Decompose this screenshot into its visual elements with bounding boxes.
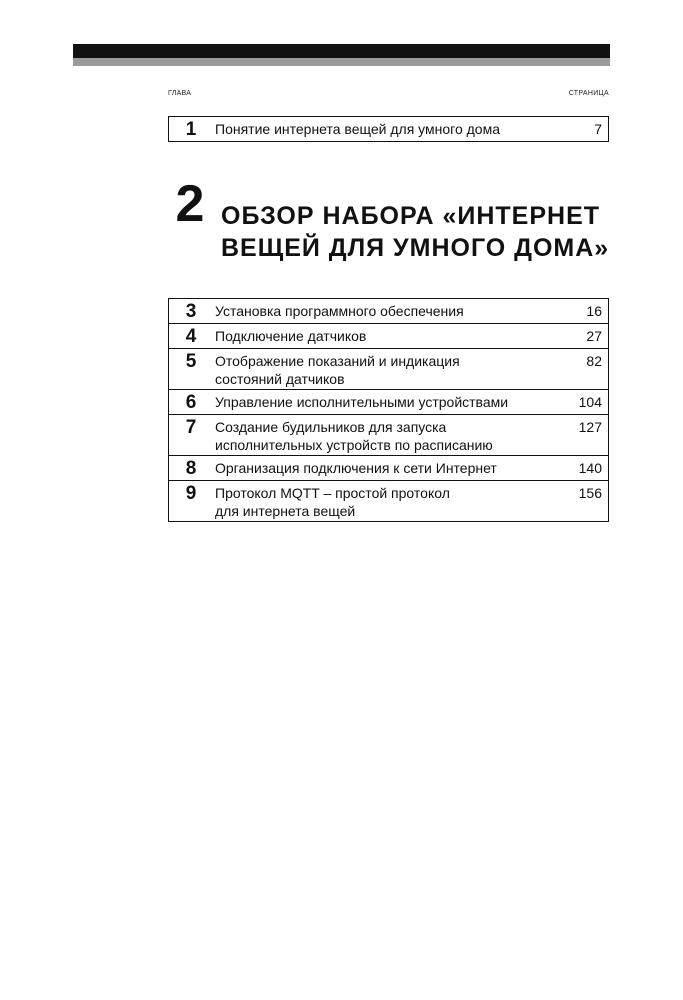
chapter-page: 104 xyxy=(578,394,602,410)
chapter-number: 1 xyxy=(185,119,197,140)
chapter-page: 27 xyxy=(586,328,602,344)
chapter-page: 140 xyxy=(578,460,602,476)
chapter-number: 6 xyxy=(185,392,197,413)
chapter-title xyxy=(213,299,560,321)
toc-row-chapter-1[interactable] xyxy=(169,117,608,141)
chapter-title xyxy=(213,390,560,412)
toc-row-chapter-8[interactable] xyxy=(169,456,608,481)
toc-row-chapter-6[interactable] xyxy=(169,390,608,415)
toc-row-chapter-5[interactable] xyxy=(169,349,608,390)
current-chapter-title-line-1: ОБЗОР НАБОРА «ИНТЕРНЕТ xyxy=(221,202,601,230)
chapter-title-line-1: Отображение показаний и индикация xyxy=(215,353,460,369)
current-chapter-heading xyxy=(168,176,609,266)
chapter-title-line-1: Установка программного обеспечения xyxy=(215,303,464,319)
chapter-title-line-1: Подключение датчиков xyxy=(215,328,367,344)
chapter-number: 9 xyxy=(185,483,197,504)
toc-table-before xyxy=(168,116,609,142)
chapter-page: 82 xyxy=(586,353,602,369)
chapter-title: Понятие интернета вещей для умного дома xyxy=(215,121,500,137)
chapter-title xyxy=(213,349,560,389)
chapter-number: 5 xyxy=(185,351,197,372)
chapter-title-line-2: состояний датчиков xyxy=(215,371,345,387)
chapter-number: 4 xyxy=(185,326,197,347)
chapter-page: 156 xyxy=(578,485,602,501)
chapter-page: 127 xyxy=(578,419,602,435)
chapter-title xyxy=(213,415,560,455)
chapter-column-label: ГЛАВА xyxy=(168,90,192,97)
chapter-title-line-1: Протокол MQTT – простой протокол xyxy=(215,485,450,501)
header-bar-gray xyxy=(73,58,610,66)
toc-row-chapter-9[interactable] xyxy=(169,481,608,521)
chapter-title-line-1: Создание будильников для запуска xyxy=(215,419,447,435)
chapter-page: 16 xyxy=(586,303,602,319)
toc-row-chapter-7[interactable] xyxy=(169,415,608,456)
toc-table-after xyxy=(168,298,609,522)
current-chapter-title xyxy=(221,200,621,264)
chapter-page: 7 xyxy=(594,121,602,137)
chapter-number: 3 xyxy=(185,301,197,322)
page-column-label: СТРАНИЦА xyxy=(568,90,609,97)
chapter-title xyxy=(213,324,560,346)
chapter-title xyxy=(213,456,560,478)
chapter-title-line-2: исполнительных устройств по расписанию xyxy=(215,437,493,453)
header-bar-black xyxy=(73,44,610,58)
chapter-title-line-1: Организация подключения к сети Интернет xyxy=(215,460,497,476)
chapter-title xyxy=(213,481,560,521)
chapter-number: 8 xyxy=(185,458,197,479)
chapter-number: 7 xyxy=(185,417,197,438)
toc-row-chapter-3[interactable] xyxy=(169,299,608,324)
chapter-title-line-1: Управление исполнительными устройствами xyxy=(215,394,509,410)
toc-row-chapter-4[interactable] xyxy=(169,324,608,349)
chapter-title-line-2: для интернета вещей xyxy=(215,503,356,519)
current-chapter-number: 2 xyxy=(175,175,205,233)
current-chapter-title-line-2: ВЕЩЕЙ ДЛЯ УМНОГО ДОМА» xyxy=(221,234,610,262)
